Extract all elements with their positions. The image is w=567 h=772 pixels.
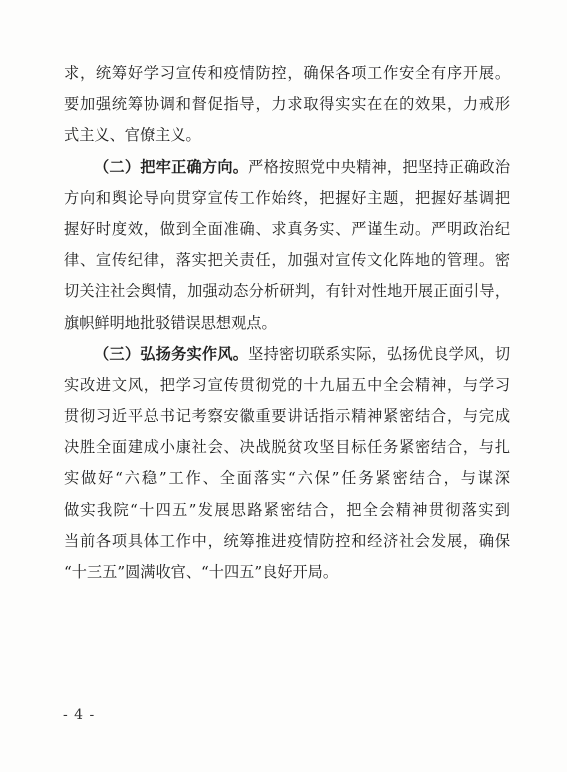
page-number: - 4 - <box>63 707 96 723</box>
paragraph-3-line-1-text: 坚持密切联系实际，弘扬优良学风，切 <box>248 344 510 363</box>
section-heading-3: （三）弘扬务实作风。 <box>94 344 249 363</box>
paragraph-2-line-3: 握好时度效，做到全面准确、求真务实、严谨生动。严明政治纪 <box>64 219 510 238</box>
paragraph-3-line-1 <box>64 339 510 370</box>
paragraph-3-line-3: 贯彻习近平总书记考察安徽重要讲话指示精神紧密结合，与完成 <box>64 407 510 426</box>
paragraph-3-line-4: 决胜全面建成小康社会、决战脱贫攻坚目标任务紧密结合，与扎 <box>64 438 510 457</box>
paragraph-3-line-6: 做实我院“十四五”发展思路紧密结合，把全会精神贯彻落实到 <box>64 500 510 519</box>
paragraph-2-line-4: 律、宣传纪律，落实把关责任，加强对宣传文化阵地的管理。密 <box>64 251 510 270</box>
paragraph-1-line-1: 求，统筹好学习宣传和疫情防控，确保各项工作安全有序开展。 <box>64 64 510 82</box>
paragraph-2-line-5: 切关注社会舆情，加强动态分析研判，有针对性地开展正面引导， <box>64 282 510 301</box>
paragraph-2-line-1 <box>64 152 510 183</box>
paragraph-3-line-7: 当前各项具体工作中，统筹推进疫情防控和经济社会发展，确保 <box>64 531 510 550</box>
paragraph-3-line-2: 实改进文风，把学习宣传贯彻党的十九届五中全会精神，与学习 <box>64 375 510 394</box>
paragraph-3-line-8: “十三五”圆满收官、“十四五”良好开局。 <box>64 563 339 581</box>
paragraph-2-line-1-text: 严格按照党中央精神，把坚持正确政治 <box>248 157 510 176</box>
paragraph-3-line-5: 实做好“六稳”工作、全面落实“六保”任务紧密结合，与谋深 <box>64 469 510 488</box>
section-heading-2: （二）把牢正确方向。 <box>94 157 249 176</box>
paragraph-1-line-2: 要加强统筹协调和督促指导，力求取得实实在在的效果，力戒形 <box>64 95 510 114</box>
paragraph-1-line-3: 式主义、官僚主义。 <box>64 126 201 145</box>
body-text <box>64 58 510 588</box>
paragraph-2-line-2: 方向和舆论导向贯穿宣传工作始终，把握好主题，把握好基调把 <box>64 188 510 207</box>
paragraph-2-line-6: 旗帜鲜明地批驳错误思想观点。 <box>64 313 277 332</box>
